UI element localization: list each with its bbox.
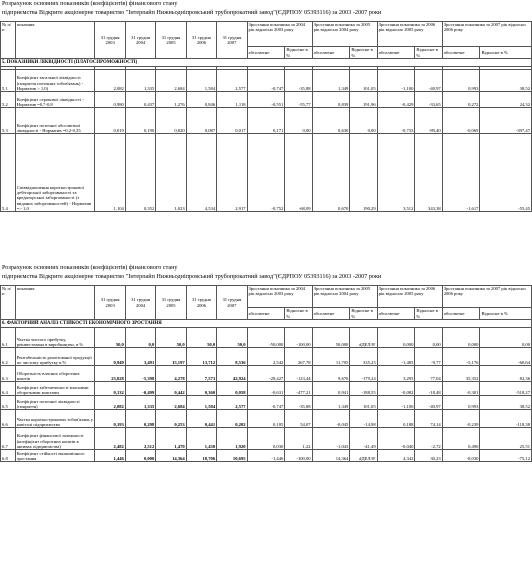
row-indicator-name: Рентабельність реалізованої продукції по чистому прибутку в % [15, 348, 95, 366]
abs-change-cell: -1,100 [377, 70, 415, 92]
col-rel-header: Відносне в % [480, 308, 532, 320]
rel-change-cell: -33,65 [415, 92, 442, 108]
rel-change-cell: -118,38 [480, 410, 532, 428]
year-value-cell: 0,298 [125, 410, 155, 428]
abs-change-cell: 0,670 [312, 134, 350, 212]
abs-change-cell: 1,349 [312, 396, 350, 410]
year-value-cell: 50,0 [156, 328, 186, 348]
col-name-header: показник [15, 286, 95, 320]
year-value-cell: 2,917 [217, 134, 247, 212]
table-row [1, 450, 532, 462]
abs-change-cell: 0,188 [377, 410, 415, 428]
abs-change-cell: -0,069 [442, 108, 480, 134]
year-value-cell: 1,584 [186, 396, 216, 410]
growth-report [0, 264, 532, 462]
rel-change-cell: -40,97 [415, 396, 442, 410]
col-year-header: 31 грудня 2003 [95, 286, 125, 320]
section-title: 6. ФАКТОРНИЙ АНАЛІЗ СТІЙКОСТІ ЕКОНОМІЧНОГО ЗРОСТАННЯ [1, 320, 532, 328]
col-group-header: Зростання показника за 2006 рік відносно 2005 року [377, 286, 442, 308]
col-year-header: 31 грудня 2005 [156, 22, 186, 59]
row-indicator-name: Коефіцієнт поточної абсолютної ліквідності - Норматив =0,2-0,35 [15, 108, 95, 134]
col-abs-header: абсолютне [312, 47, 350, 59]
year-value-cell: 1,920 [217, 428, 247, 450]
year-value-cell: 50,0 [95, 328, 125, 348]
col-rel-header: Відносне в % [285, 308, 312, 320]
year-value-cell: 0,058 [217, 382, 247, 396]
year-value-cell: 3,491 [125, 348, 155, 366]
abs-change-cell: -0,082 [377, 382, 415, 396]
row-number: 6.4 [1, 382, 16, 396]
rel-change-cell: -518,27 [480, 382, 532, 396]
abs-change-cell: -28,427 [247, 366, 285, 382]
row-number: 5.2 [1, 92, 16, 108]
abs-change-cell: -1,485 [377, 348, 415, 366]
rel-change-cell: 77,04 [415, 366, 442, 382]
abs-change-cell: 50,000 [312, 328, 350, 348]
rel-change-cell: 101,05 [350, 70, 377, 92]
abs-change-cell: -0,747 [247, 70, 285, 92]
rel-change-cell: -35,88 [285, 396, 312, 410]
year-value-cell: 0,846 [186, 92, 216, 108]
year-value-cell: 1,446 [95, 450, 125, 462]
abs-change-cell: 0,993 [442, 70, 480, 92]
table-row [1, 428, 532, 450]
year-value-cell: 2,684 [156, 70, 186, 92]
row-number: 6.2 [1, 348, 16, 366]
rel-change-cell: -123,44 [285, 366, 312, 382]
rel-change-cell: -477,21 [285, 382, 312, 396]
year-value-cell: 1,335 [125, 396, 155, 410]
rel-change-cell: 54,07 [285, 410, 312, 428]
year-value-cell: 2,482 [95, 428, 125, 450]
rel-change-cell: -89,40 [415, 108, 442, 134]
abs-change-cell: 0,839 [312, 92, 350, 108]
row-number: 5.4 [1, 134, 16, 212]
year-value-cell: 1,276 [156, 92, 186, 108]
rel-change-cell: -55,77 [285, 92, 312, 108]
col-group-header: Зростання показника за 2007 рік відносно 2006 року [442, 286, 531, 308]
abs-change-cell: 0,000 [377, 328, 415, 348]
liquidity-report [0, 0, 532, 212]
row-indicator-name: Коефіцієнт фінансової залежності (коефіцієнт оборотних коштів в активах підприємства) [15, 428, 95, 450]
abs-change-cell: -1,043 [312, 428, 350, 450]
abs-change-cell: 0,171 [247, 108, 285, 134]
rel-change-cell: 1,22 [285, 428, 312, 450]
row-number: 6.8 [1, 450, 16, 462]
rel-change-cell: 24,32 [480, 92, 532, 108]
col-abs-header: абсолютне [247, 47, 285, 59]
table-row [1, 410, 532, 428]
row-indicator-name: Коефіцієнт строкової ліквідності - Норматив =0,7-0,8 [15, 92, 95, 108]
col-group-header: Зростання показника за 2006 рік відносно 2005 року [377, 22, 442, 47]
rel-change-cell: 267,78 [285, 348, 312, 366]
rel-change-cell: -75,12 [480, 450, 532, 462]
row-number: 5.1 [1, 70, 16, 92]
year-value-cell: 42,924 [217, 366, 247, 382]
year-value-cell: 2,512 [125, 428, 155, 450]
col-rel-header: Відносне в % [415, 308, 442, 320]
col-year-header: 31 грудня 2003 [95, 22, 125, 59]
year-value-cell: -5,398 [125, 366, 155, 382]
row-indicator-name: Коефіцієнт поточної ліквідності (покриття) [15, 396, 95, 410]
year-value-cell: 2,577 [217, 70, 247, 92]
report-subtitle: підприємства Відкрите акціонерне товариство "Інтерпайп Нижньодніпровський трубопрокатний завод"(ЄДРПОУ 05393116) за 2003 -2007 роки [2, 273, 382, 280]
table-row [1, 92, 532, 108]
rel-change-cell: -14,98 [350, 410, 377, 428]
year-value-cell: 23,028 [95, 366, 125, 382]
col-rel-header: Відносне в % [415, 47, 442, 59]
abs-change-cell: 2,542 [247, 348, 285, 366]
col-year-header: 31 грудня 2007 [217, 22, 247, 59]
year-value-cell: 0,442 [156, 382, 186, 396]
year-value-cell: 0,000 [125, 450, 155, 462]
abs-change-cell: -0,429 [377, 92, 415, 108]
col-group-header: Зростання показника за 2005 рік відносно 2004 року [312, 286, 377, 308]
abs-change-cell: 3,295 [377, 366, 415, 382]
year-value-cell: 0,980 [95, 92, 125, 108]
rel-change-cell: -9,77 [415, 348, 442, 366]
col-name-header: показник [15, 22, 95, 59]
year-value-cell: 10,695 [217, 450, 247, 462]
abs-change-cell: 35,352 [442, 366, 480, 382]
year-value-cell: 1,335 [125, 70, 155, 92]
abs-change-cell: 4,342 [377, 450, 415, 462]
year-value-cell: 1,118 [217, 92, 247, 108]
section-title: 5. ПОКАЗНИКИ ЛІКВІДНОСТІ (ПЛАТОСПРОМОЖНОСТІ) [1, 59, 532, 67]
year-value-cell: 0,017 [217, 108, 247, 134]
rel-change-cell: -397,47 [480, 108, 532, 134]
abs-change-cell: -1,446 [247, 450, 285, 462]
row-number: 6.1 [1, 328, 16, 348]
rel-change-cell: 82,36 [480, 366, 532, 382]
rel-change-cell: 335,23 [350, 348, 377, 366]
abs-change-cell: -0,733 [377, 108, 415, 134]
abs-change-cell: -0,239 [442, 410, 480, 428]
rel-change-cell: -100,00 [285, 328, 312, 348]
abs-change-cell: -0,045 [312, 410, 350, 428]
year-value-cell: 2,577 [217, 396, 247, 410]
abs-change-cell: -0,551 [247, 92, 285, 108]
abs-change-cell: 1,349 [312, 70, 350, 92]
table-row [1, 366, 532, 382]
year-value-cell: 8,536 [217, 348, 247, 366]
year-value-cell: 0,193 [95, 410, 125, 428]
abs-change-cell: 0,030 [247, 428, 285, 450]
col-num-header: № п/п [1, 286, 16, 320]
abs-change-cell: 0,105 [247, 410, 285, 428]
row-number: 6.3 [1, 366, 16, 382]
rel-change-cell: -188,55 [350, 382, 377, 396]
abs-change-cell: -0,040 [377, 428, 415, 450]
rel-change-cell: -40,97 [415, 70, 442, 92]
row-number: 6.7 [1, 428, 16, 450]
year-value-cell: 0,132 [95, 382, 125, 396]
rel-change-cell: 0,00 [480, 328, 532, 348]
year-value-cell: 13,712 [186, 348, 216, 366]
abs-change-cell: 14,364 [312, 450, 350, 462]
col-abs-header: абсолютне [442, 47, 480, 59]
year-value-cell: 0,360 [186, 382, 216, 396]
col-rel-header: Відносне в % [285, 47, 312, 59]
year-value-cell: 0,253 [156, 410, 186, 428]
abs-change-cell: -50,000 [247, 328, 285, 348]
rel-change-cell: 0,00 [350, 108, 377, 134]
table-row [1, 108, 532, 134]
year-value-cell: 1,430 [186, 428, 216, 450]
rel-change-cell: 74,14 [415, 410, 442, 428]
rel-change-cell: -55,45 [480, 134, 532, 212]
rel-change-cell: 343,38 [415, 134, 442, 212]
abs-change-cell: -0,747 [247, 396, 285, 410]
rel-change-cell: 190,29 [350, 134, 377, 212]
col-group-header: Зростання показника за 2005 рік відносно 2004 року [312, 22, 377, 47]
rel-change-cell: -18,48 [415, 382, 442, 396]
growth-table [0, 285, 532, 462]
year-value-cell: 1,104 [95, 134, 125, 212]
col-abs-header: абсолютне [377, 308, 415, 320]
year-value-cell: 7,573 [186, 366, 216, 382]
col-group-header: Зростання показника за 2007 рік відносно 2006 року [442, 22, 531, 47]
rel-change-cell: -41,49 [350, 428, 377, 450]
rel-change-cell: 101,05 [350, 396, 377, 410]
year-value-cell: 4,534 [186, 134, 216, 212]
abs-change-cell: 0,630 [312, 108, 350, 134]
col-rel-header: Відносне в % [350, 308, 377, 320]
rel-change-cell: #ДЕЛ/0! [350, 328, 377, 348]
year-value-cell: 2,082 [95, 70, 125, 92]
col-num-header: № п/п [1, 22, 16, 59]
rel-change-cell: 38,52 [480, 396, 532, 410]
year-value-cell: 14,364 [156, 450, 186, 462]
col-group-header: Зростання показника за 2004 рік відносно 2003 року [247, 286, 312, 308]
rel-change-cell: -100,00 [285, 450, 312, 462]
abs-change-cell: -1,100 [377, 396, 415, 410]
year-value-cell: 0,190 [125, 108, 155, 134]
year-value-cell: 0,820 [156, 108, 186, 134]
abs-change-cell: 3,512 [377, 134, 415, 212]
col-abs-header: абсолютне [312, 308, 350, 320]
col-year-header: 31 грудня 2006 [186, 22, 216, 59]
col-year-header: 31 грудня 2004 [125, 286, 155, 320]
abs-change-cell: 9,676 [312, 366, 350, 382]
table-row [1, 348, 532, 366]
rel-change-cell: #ДЕЛ/0! [350, 450, 377, 462]
col-abs-header: абсолютне [377, 47, 415, 59]
col-rel-header: Відносне в % [480, 47, 532, 59]
abs-change-cell: 0,941 [312, 382, 350, 396]
report-title: Розрахунок основних показників (коефіцієнтів) фінансового стану [2, 0, 178, 7]
year-value-cell: 50,0 [186, 328, 216, 348]
abs-change-cell: -5,176 [442, 348, 480, 366]
row-number: 6.6 [1, 410, 16, 428]
abs-change-cell: -0,752 [247, 134, 285, 212]
rel-change-cell: 30,23 [415, 450, 442, 462]
rel-change-cell: -60,64 [480, 348, 532, 366]
year-value-cell: 50,0 [217, 328, 247, 348]
year-value-cell: 1,023 [156, 134, 186, 212]
abs-change-cell: 0,272 [442, 92, 480, 108]
year-value-cell: 4,278 [156, 366, 186, 382]
year-value-cell: 2,684 [156, 396, 186, 410]
year-value-cell: 0,949 [95, 348, 125, 366]
abs-change-cell: 0,000 [442, 328, 480, 348]
abs-change-cell: -1,617 [442, 134, 480, 212]
year-value-cell: 15,197 [156, 348, 186, 366]
row-indicator-name: Коефіцієнт загальної ліквідності (покриття поточних зобов'язань) - Норматив > 1,0) [15, 70, 95, 92]
row-indicator-name: Коефіцієнт стійкості економічного зростання [15, 450, 95, 462]
row-indicator-name: Коефіцієнт забезпеченості власними оборотними коштами [15, 382, 95, 396]
year-value-cell: -0,499 [125, 382, 155, 396]
abs-change-cell: 0,993 [442, 396, 480, 410]
rel-change-cell: -35,88 [285, 70, 312, 92]
rel-change-cell: 38,52 [480, 70, 532, 92]
row-indicator-name: Оборотність власних оборотних коштів [15, 366, 95, 382]
rel-change-cell: -179,24 [350, 366, 377, 382]
col-group-header: Зростання показника за 2004 рік відносно 2003 року [247, 22, 312, 47]
year-value-cell: 1,470 [156, 428, 186, 450]
report-title: Розрахунок основних показників (коефіцієнтів) фінансового стану [2, 264, 178, 271]
year-value-cell: 0,352 [125, 134, 155, 212]
year-value-cell: 0,087 [186, 108, 216, 134]
row-number: 5.3 [1, 108, 16, 134]
rel-change-cell: 25,51 [480, 428, 532, 450]
year-value-cell: 0,441 [186, 410, 216, 428]
abs-change-cell: -0,301 [442, 382, 480, 396]
year-value-cell: 0,437 [125, 92, 155, 108]
year-value-cell: 18,706 [186, 450, 216, 462]
year-value-cell: 0,019 [95, 108, 125, 134]
row-indicator-name: Частка короткострокових зобов'язань у капіталі підприємства [15, 410, 95, 428]
abs-change-cell: -8,030 [442, 450, 480, 462]
col-year-header: 31 грудня 2005 [156, 286, 186, 320]
col-abs-header: абсолютне [247, 308, 285, 320]
col-year-header: 31 грудня 2004 [125, 22, 155, 59]
col-abs-header: абсолютне [442, 308, 480, 320]
table-row [1, 382, 532, 396]
year-value-cell: 0,0 [125, 328, 155, 348]
abs-change-cell: 11,705 [312, 348, 350, 366]
table-row [1, 396, 532, 410]
rel-change-cell: 191,96 [350, 92, 377, 108]
rel-change-cell: -68,09 [285, 134, 312, 212]
col-rel-header: Відносне в % [350, 47, 377, 59]
report-subtitle: підприємства Відкрите акціонерне товариство "Інтерпайп Нижньодніпровський трубопрокатний завод"(ЄДРПОУ 05393116) за 2003 -2007 роки [2, 9, 382, 16]
rel-change-cell: -2,72 [415, 428, 442, 450]
row-indicator-name: Співвідношення короткострокової дебіторської заборгованості та кредиторської заборгованості (з виданих заборгованостей) - Норматив => 1,0 [15, 134, 95, 212]
rel-change-cell: 0,00 [285, 108, 312, 134]
row-indicator-name: Частка чистого прибутку, реінвестована в виробництво, в % [15, 328, 95, 348]
year-value-cell: 2,082 [95, 396, 125, 410]
liquidity-table [0, 21, 532, 212]
col-year-header: 31 грудня 2007 [217, 286, 247, 320]
year-value-cell: 1,584 [186, 70, 216, 92]
table-row [1, 134, 532, 212]
table-row [1, 70, 532, 92]
row-number: 6.5 [1, 396, 16, 410]
rel-change-cell: 0,00 [415, 328, 442, 348]
table-row [1, 328, 532, 348]
year-value-cell: 0,202 [217, 410, 247, 428]
col-year-header: 31 грудня 2006 [186, 286, 216, 320]
abs-change-cell: 0,490 [442, 428, 480, 450]
abs-change-cell: -0,631 [247, 382, 285, 396]
